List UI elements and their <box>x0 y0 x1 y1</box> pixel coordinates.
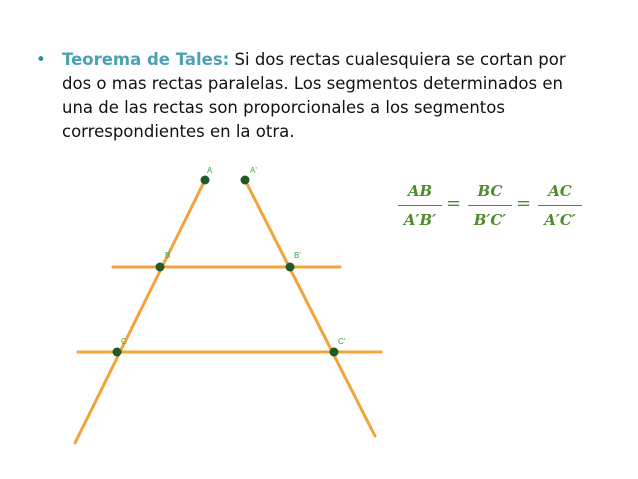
point-c <box>113 348 122 357</box>
fraction-ac <box>536 180 584 231</box>
bullet-dot-icon: • <box>36 50 46 69</box>
theorem-term: Teorema de Tales: <box>62 50 230 69</box>
fraction-bc-bar <box>468 205 512 206</box>
fraction-bc <box>466 180 514 231</box>
label-b-prime: B' <box>294 251 301 260</box>
fraction-ac-numerator: AC <box>548 182 572 200</box>
fraction-ac-bar <box>538 205 582 206</box>
fraction-ab-numerator: AB <box>407 182 433 200</box>
label-c-prime: C' <box>338 337 346 346</box>
label-a: A <box>207 166 213 175</box>
label-c: C <box>121 337 127 346</box>
equals-sign-1: = <box>446 193 462 214</box>
fraction-ab-denominator: A′B′ <box>403 211 437 229</box>
equals-sign-2: = <box>516 193 532 214</box>
fraction-bc-denominator: B′C′ <box>473 211 507 229</box>
transversal-right <box>245 180 375 436</box>
label-b: B <box>165 251 171 260</box>
point-b <box>156 263 165 272</box>
theorem-statement: Si dos rectas cualesquiera se cortan por dos o mas rectas paralelas. Los segmentos determinados en una de las rectas son proporcionales a los segmentos correspondientes en la otra. <box>62 50 566 141</box>
point-a <box>201 176 210 185</box>
fraction-ac-denominator: A′C′ <box>544 211 576 229</box>
point-a-prime <box>241 176 250 185</box>
proportion-formula <box>396 180 596 244</box>
point-c-prime <box>330 348 339 357</box>
transversal-left <box>75 180 205 443</box>
point-b-prime <box>286 263 295 272</box>
fraction-bc-numerator: BC <box>477 182 503 200</box>
fraction-ab-bar <box>398 205 442 206</box>
fraction-ab <box>396 180 444 231</box>
label-a-prime: A' <box>250 166 257 175</box>
